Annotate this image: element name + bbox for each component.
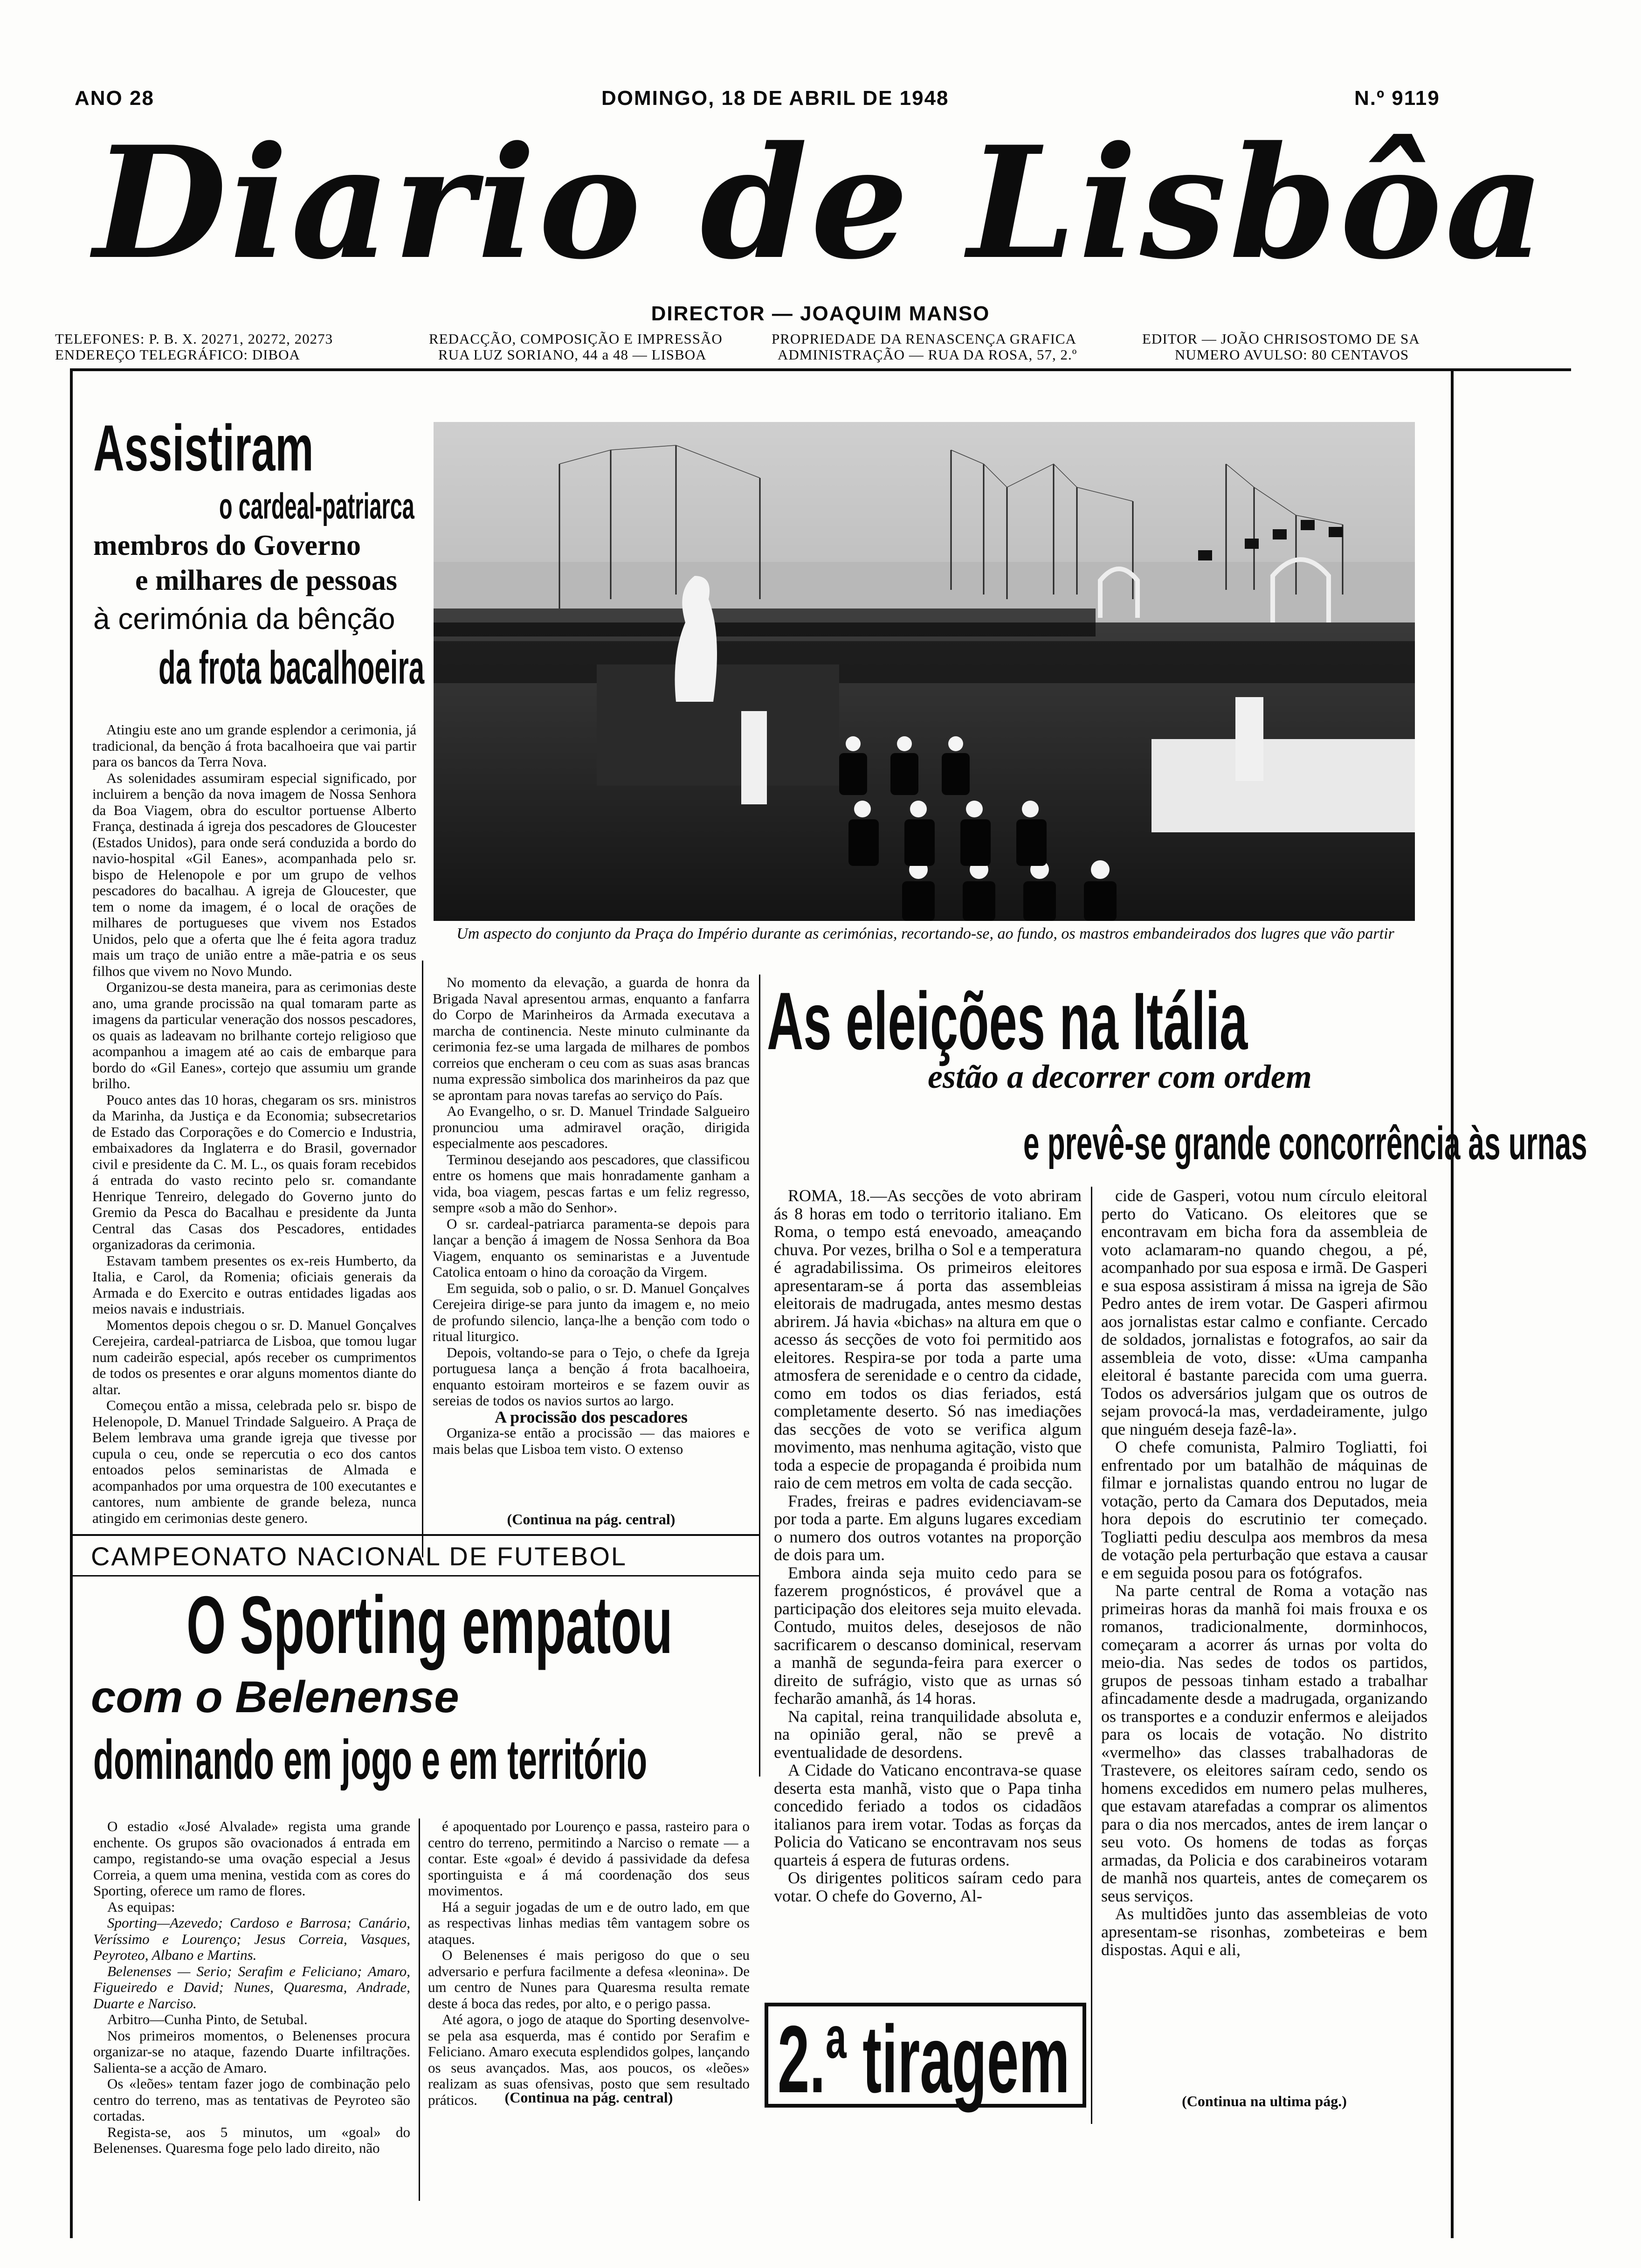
- italia-headline-2: estão a decorrer com ordem: [928, 1058, 1312, 1095]
- frota-headline-4: e milhares de pessoas: [135, 565, 398, 596]
- frota-article-col2: No momento da elevação, a guarda de honra da Brigada Naval apresentou armas, enquanto a fanfarra do Corpo de Marinheiros da Armada executava a marcha de continencia. Neste minuto culminante da cerimonia fez-se uma largada de milhares de pombos correios que encheram o ceu com as suas asas brancas numa expressão simbolica dos marinheiros da paz que se aprontam para novas tarefas ao serviço do País. Ao Evangelho, o sr. D. Manuel Trindade Salgueiro pronunciou uma admiravel oração, dirigida especialmente aos pescadores. Terminou desejando aos pescadores, que classificou entre os homens que mais honradamente ganham a vida, boa viagem, pescas fartas e um feliz regresso, sempre «sob a mão do Senhor». O sr. cardeal-patriarca paramenta-se depois para lançar a benção á imagem de Nossa Senhora da Boa Viagem, enquanto os seminaristas e a Juventude Catolica entoam o hino da coroação da Virgem. Em seguida, sob o palio, o sr. D. Manuel Gonçalves Cerejeira dirige-se para junto da imagem e, no meio de profundo silencio, lança-lhe a benção com todo o ritual liturgico. Depois, voltando-se para o Tejo, o chefe da Igreja portuguesa lança a benção á frota bacalhoeira, enquanto estoiram morteiros e se fazem ouvir as sereias de todos os navios surtos ao largo. A procissão dos pescadores Organiza-se então a procissão — das maiores e mais belas que Lisboa tem visto. O extenso: [433, 974, 750, 1457]
- propriedade-line-2: ADMINISTRAÇÃO — RUA DA ROSA, 57, 2.º: [778, 346, 1077, 363]
- price-line: NUMERO AVULSO: 80 CENTAVOS: [1175, 346, 1409, 363]
- redaccao-line-1: REDACÇÃO, COMPOSIÇÃO E IMPRESSÃO: [429, 331, 723, 347]
- italia-headline-3: e prevê-se grande concorrência às urnas: [1023, 1117, 1587, 1169]
- column-rule-futebol: [419, 1819, 420, 2201]
- futebol-continua: (Continua na pág. central): [504, 2089, 673, 2106]
- issue-number: N.º 9119: [1354, 87, 1440, 110]
- tiragem-label: 2.ª tiragem: [778, 2006, 1070, 2113]
- frota-headline-2: o cardeal-patriarca: [219, 485, 414, 526]
- frota-headline-1: Assistiram: [93, 411, 314, 484]
- propriedade-line-1: PROPRIEDADE DA RENASCENÇA GRAFICA: [772, 331, 1076, 347]
- director-line: DIRECTOR — JOAQUIM MANSO: [651, 302, 990, 325]
- futebol-headline-2: com o Belenense: [91, 1672, 459, 1722]
- frota-article-col1: Atingiu este ano um grande esplendor a cerimonia, já tradicional, da benção á frota bacalhoeira que vai partir para os bancos da Terra Nova. As solenidades assumiram especial significado, por incluirem a benção da nova imagem de Nossa Senhora da Boa Viagem, obra do escultor portuense Alberto França, destinada á igreja dos pescadores de Gloucester (Estados Unidos), para onde será conduzida a bordo do navio-hospital «Gil Eanes», acompanhada pelo sr. bispo de Helenopole e por um grupo de velhos pescadores do bacalhau. A igreja de Gloucester, que tem o nome da imagem, é o local de orações de milhares de portugueses que vivem nos Estados Unidos, pelo que a oferta que lhe é feita agora traduz mais um traço de união entre a mãe-patria e os seus filhos que vivem no Novo Mundo. Organizou-se desta maneira, para as cerimonias deste ano, uma grande procissão na qual tomaram parte as imagens da particular veneração dos nossos pescadores, os quais as ladeavam no brilhante cortejo religioso que acompanhou a imagem até ao cais de embarque para bordo do «Gil Eanes», cortejo que assumiu um grande brilho. Pouco antes das 10 horas, chegaram os srs. ministros da Marinha, da Justiça e da Economia; subsecretarios de Estado das Corporações e do Comercio e Industria, embaixadores da Inglaterra e do Brasil, governador civil e presidente da C. M. L., os quais foram recebidos á entrada do vasto recinto pelo sr. comandante Henrique Tenreiro, delegado do Governo junto do Gremio da Pesca do Bacalhau e presidente da Junta Central das Casas dos Pescadores, entidades organizadoras da cerimonia. Estavam tambem presentes os ex-reis Humberto, da Italia, e Carol, da Romenia; oficiais generais da Armada e do Exercito e outras entidades ligadas aos meios navais e industriais. Momentos depois chegou o sr. D. Manuel Gonçalves Cerejeira, cardeal-patriarca de Lisboa, que tomou lugar num cadeirão especial, após receber os cumprimentos de todos os presentes e orar alguns momentos diante do altar. Começou então a missa, celebrada pelo sr. bispo de Helenopole, D. Manuel Trindade Salgueiro. A Praça de Belem lembrava uma grande igreja que tivesse por cupula o ceu, onde se repercutia o eco dos cantos entoados pelos seminaristas de Almada e acompanhados por uma orquestra de 100 executantes e cantores, num ambiente de grande beleza, nunca atingido em cerimonias deste genero.: [92, 721, 416, 1526]
- futebol-kicker-rule: [73, 1575, 759, 1577]
- tiragem-box: [765, 2003, 1086, 2113]
- telegraph-address: ENDEREÇO TELEGRÁFICO: DIBOA: [55, 346, 300, 363]
- column-rule-frota: [422, 961, 423, 1557]
- editor-line: EDITOR — JOÃO CHRISOSTOMO DE SA: [1142, 331, 1420, 347]
- phones: TELEFONES: P. B. X. 20271, 20272, 20273: [55, 331, 333, 347]
- ceremony-photo: [434, 422, 1415, 921]
- italia-continua: (Continua na ultima pág.): [1182, 2093, 1347, 2109]
- frame-left-rule: [70, 368, 73, 2238]
- futebol-top-rule: [73, 1534, 759, 1536]
- frota-headline-5: à cerimónia da bênção: [93, 602, 395, 636]
- frota-headline: [93, 410, 425, 694]
- redaccao-line-2: RUA LUZ SORIANO, 44 a 48 — LISBOA: [438, 346, 707, 363]
- frota-headline-3: membros do Governo: [93, 530, 361, 561]
- column-rule-left-italia: [759, 975, 760, 1777]
- italia-headline-1: As eleições na Itália: [767, 976, 1248, 1067]
- issue-date: DOMINGO, 18 DE ABRIL DE 1948: [601, 87, 949, 110]
- futebol-article-col1: O estadio «José Alvalade» regista uma grande enchente. Os grupos são ovacionados á entrada em campo, registando-se uma ovação especial a Jesus Correia, a quem uma menina, vestida com as cores do Sporting, oferece um ramo de flores. As equipas: Sporting—Azevedo; Cardoso e Barrosa; Canário, Veríssimo e Lourenço; Jesus Correia, Vasques, Peyroteo, Albano e Martins. Belenenses — Serio; Serafim e Feliciano; Amaro, Figueiredo e David; Nunes, Quaresma, Andrade, Duarte e Narciso. Arbitro—Cunha Pinto, de Setubal. Nos primeiros momentos, o Belenenses procura organizar-se no ataque, fazendo Duarte infiltrações. Salienta-se a acção de Amaro. Os «leões» tentam fazer jogo de combinação pelo centro do terreno, mas as tentativas de Peyroteo são cortadas. Regista-se, aos 5 minutos, um «goal» do Belenenses. Quaresma foge pelo lado direito, não: [93, 1818, 410, 2156]
- frame-right-rule: [1451, 368, 1454, 2238]
- newspaper-title: Diario de Lisbôa: [93, 112, 1548, 293]
- italia-article-col2: cide de Gasperi, votou num círculo eleitoral perto do Vaticano. Os eleitores que se encontravam em bicha fora da assembleia de voto aclamaram-no quando chegou, a pé, acompanhado por sua esposa e irmã. De Gasperi e sua esposa assistiram á missa na igreja de São Pedro antes de irem votar. De Gasperi afirmou aos jornalistas estar calmo e confiante. Cercado de soldados, jornalistas e fotografos, ao sair da assembleia de voto, disse: «Uma campanha eleitoral é bastante parecida com uma guerra. Todos os adversários julgam que os outros de sejam provocá-la mas, verdadeiramente, julgo que ninguém deseja fazê-la». O chefe comunista, Palmiro Togliatti, foi enfrentado por um batalhão de máquinas de filmar e jornalistas quando entrou no lugar de votação, perto da Camara dos Deputados, meia hora depois do escrutinio ter começado. Togliatti pediu desculpa aos membros da mesa de votação pela perturbação que estava a causar e em seguida posou para os fotógrafos. Na parte central de Roma a votação nas primeiras horas da manhã foi mais frouxa e os romanos, tradicionalmente, dorminhocos, começaram a acorrer ás urnas por volta do meio-dia. Nas sedes de todos os partidos, grupos de pessoas tinham estado a trabalhar afincadamente desde a madrugada, organizando os transportes e a conduzir enfermos e aleijados para os locais de votação. No distrito «vermelho» das classes trabalhadoras de Trastevere, os eleitores saíram cedo, sendo os homens excedidos em numero pelas mulheres, que estavam atarefadas a comprar os alimentos para o dia nos mercados, antes de irem lançar o seu voto. Os homens de todas as forças armadas, da Policia e dos carabineiros votaram de manhã nos quarteis, antes de começarem os seus serviços. As multidões junto das assembleias de voto apresentam-se risonhas, zombeteiras e bem dispostas. Aqui e ali,: [1101, 1186, 1427, 1959]
- volume-year: ANO 28: [75, 87, 154, 110]
- procissao-subhead: A procissão dos pescadores: [495, 1407, 688, 1426]
- italia-article-col1: ROMA, 18.—As secções de voto abriram ás 8 horas em todo o territorio italiano. Em Roma, o tempo está enevoado, ameaçando chuva. Por vezes, brilha o Sol e a temperatura é agradabilissima. Os primeiros eleitores apresentaram-se á porta das assembleias eleitorais de madrugada, antes mesmo destas abrirem. Já havia «bichas» na altura em que o acesso ás secções de voto foi permitido aos eleitores. Respira-se por toda a parte uma atmosfera de serenidade e o centro da cidade, como em todos os dias feriados, está completamente deserto. Só nas imediações das secções de voto se verifica algum movimento, mas nenhuma agitação, visto que toda a especie de propaganda é proibida num raio de cem metros em volta de cada secção. Frades, freiras e padres evidenciavam-se por toda a parte. Em alguns lugares excediam o numero dos outros votantes na proporção de dois para um. Embora ainda seja muito cedo para se fazerem prognósticos, é provável que a participação dos eleitores seja muito elevada. Contudo, muitos deles, desejosos de não sacrificarem o descanso dominical, reservam a manhã de segunda-feira para exercer o direito de sufrágio, visto que as urnas só fecharão amanhã, ás 14 horas. Na capital, reina tranquilidade absoluta e, na opinião geral, não se prevê a eventualidade de desordens. A Cidade do Vaticano encontrava-se quase deserta esta manhã, visto que o Papa tinha concedido feriado a todos os cidadãos italianos para irem votar. Todas as forças da Policia do Vaticano se encontravam nos seus quarteis á espera de futuras ordens. Os dirigentes politicos saíram cedo para votar. O chefe do Governo, Al-: [774, 1186, 1082, 1905]
- frame-top-rule: [70, 368, 1571, 371]
- futebol-headline-1: O Sporting empatou: [186, 1580, 673, 1671]
- photo-caption: Um aspecto do conjunto da Praça do Império durante as cerimónias, recortando-se, ao fundo, os mastros embandeirados dos lugres que vão partir: [456, 925, 1394, 942]
- column-rule-italia: [1091, 1187, 1092, 2124]
- frota-continua: (Continua na pág. central): [507, 1511, 676, 1528]
- frota-headline-6: da frota bacalhoeira: [159, 642, 425, 694]
- futebol-headline-3: dominando em jogo e em território: [93, 1729, 648, 1791]
- futebol-article-col2: é apoquentado por Lourenço e passa, rasteiro para o centro do terreno, permitindo a Narciso o remate — a contar. Este «goal» é devido á passividade da defesa sportinguista e á má coordenação dos seus movimentos. Há a seguir jogadas de um e de outro lado, em que as respectivas linhas medias têm vantagem sobre os ataques. O Belenenses é mais perigoso do que o seu adversario e perfura facilmente a defesa «leonina». De um centro de Nunes para Quaresma resulta remate deste á boca das redes, por alto, e o perigo passa. Até agora, o jogo de ataque do Sporting desenvolve-se pela asa esquerda, mas é contido por Serafim e Feliciano. Amaro executa esplendidos golpes, lançando os seus avançados. Mas, aos poucos, os «leões» realizam as suas ofensivas, posto que sem resultado práticos.: [428, 1818, 750, 2108]
- futebol-kicker: CAMPEONATO NACIONAL DE FUTEBOL: [91, 1542, 627, 1571]
